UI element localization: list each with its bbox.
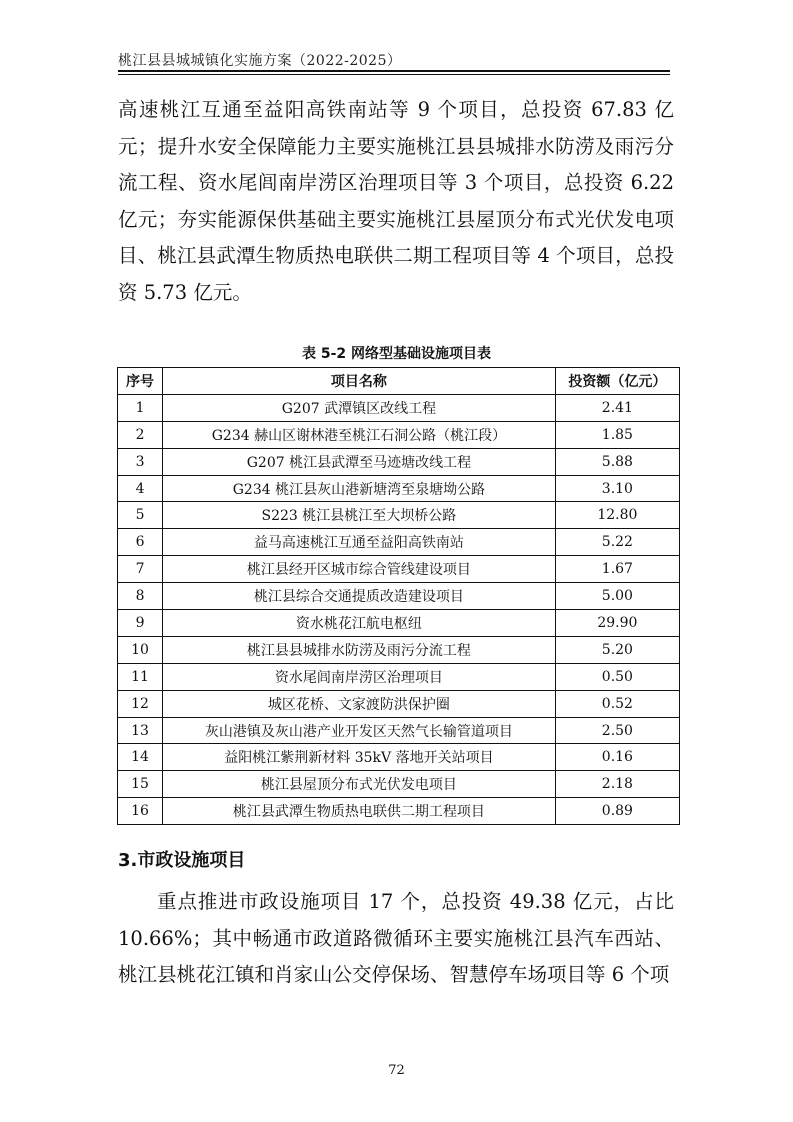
project-name-cell: S223 桃江县桃江至大坝桥公路 [163, 502, 556, 529]
table-row [118, 421, 680, 448]
table-row [118, 771, 680, 798]
investment-cell: 3.10 [555, 475, 679, 502]
project-name-cell: G234 桃江县灰山港新塘湾至泉塘坳公路 [163, 475, 556, 502]
investment-cell: 5.00 [555, 583, 679, 610]
row-index-cell: 11 [118, 663, 163, 690]
investment-cell: 5.20 [555, 636, 679, 663]
table-body [118, 394, 680, 824]
project-name-cell: 资水尾闾南岸涝区治理项目 [163, 663, 556, 690]
header-cell-investment: 投资额（亿元） [555, 368, 679, 395]
table-header-row [118, 368, 680, 395]
project-name-cell: 益阳桃江紫荆新材料 35kV 落地开关站项目 [163, 744, 556, 771]
project-name-cell: G207 武潭镇区改线工程 [163, 394, 556, 421]
table-row [118, 475, 680, 502]
table-caption: 表 5-2 网络型基础设施项目表 [301, 346, 492, 362]
table-row [118, 556, 680, 583]
investment-cell: 0.52 [555, 690, 679, 717]
investment-cell: 29.90 [555, 610, 679, 637]
header-rule [118, 70, 670, 72]
project-name-cell: 资水桃花江航电枢纽 [163, 610, 556, 637]
table-row [118, 529, 680, 556]
table-row [118, 663, 680, 690]
row-index-cell: 12 [118, 690, 163, 717]
investment-cell: 0.89 [555, 798, 679, 825]
row-index-cell: 6 [118, 529, 163, 556]
table-row [118, 744, 680, 771]
row-index-cell: 13 [118, 717, 163, 744]
investment-cell: 0.50 [555, 663, 679, 690]
project-name-cell: G207 桃江县武潭至马迹塘改线工程 [163, 448, 556, 475]
investment-cell: 5.22 [555, 529, 679, 556]
investment-cell: 2.50 [555, 717, 679, 744]
table-row [118, 448, 680, 475]
project-name-cell: 桃江县综合交通提质改造建设项目 [163, 583, 556, 610]
project-name-cell: 桃江县屋顶分布式光伏发电项目 [163, 771, 556, 798]
page-number: 72 [388, 1063, 405, 1078]
running-header: 桃江县县城城镇化实施方案（2022-2025） [118, 53, 402, 69]
section-paragraph: 重点推进市政设施项目 17 个，总投资 49.38 亿元，占比 10.66%；其中畅通市政道路微循环主要实施桃江县汽车西站、桃江县桃花江镇和肖家山公交停保场、智慧停车场项目等 6 个项 [118, 890, 674, 986]
row-index-cell: 1 [118, 394, 163, 421]
row-index-cell: 9 [118, 610, 163, 637]
investment-cell: 1.67 [555, 556, 679, 583]
investment-cell: 1.85 [555, 421, 679, 448]
row-index-cell: 10 [118, 636, 163, 663]
project-name-cell: G234 赫山区谢林港至桃江石洞公路（桃江段） [163, 421, 556, 448]
table-row [118, 690, 680, 717]
row-index-cell: 14 [118, 744, 163, 771]
investment-cell: 5.88 [555, 448, 679, 475]
row-index-cell: 5 [118, 502, 163, 529]
project-name-cell: 益马高速桃江互通至益阳高铁南站 [163, 529, 556, 556]
row-index-cell: 16 [118, 798, 163, 825]
project-name-cell: 桃江县武潭生物质热电联供二期工程项目 [163, 798, 556, 825]
investment-cell: 2.18 [555, 771, 679, 798]
table-row [118, 583, 680, 610]
row-index-cell: 8 [118, 583, 163, 610]
table-row [118, 798, 680, 825]
section-heading: 3.市政设施项目 [118, 850, 246, 871]
table-row [118, 610, 680, 637]
header-rule-thin [118, 74, 670, 75]
project-name-cell: 城区花桥、文家渡防洪保护圈 [163, 690, 556, 717]
project-name-cell: 灰山港镇及灰山港产业开发区天然气长输管道项目 [163, 717, 556, 744]
project-table [117, 367, 680, 825]
investment-cell: 0.16 [555, 744, 679, 771]
project-name-cell: 桃江县经开区城市综合管线建设项目 [163, 556, 556, 583]
row-index-cell: 15 [118, 771, 163, 798]
table-row [118, 502, 680, 529]
table-row [118, 394, 680, 421]
row-index-cell: 2 [118, 421, 163, 448]
investment-cell: 12.80 [555, 502, 679, 529]
table-row [118, 636, 680, 663]
body-paragraph: 高速桃江互通至益阳高铁南站等 9 个项目，总投资 67.83 亿元；提升水安全保障能力主要实施桃江县县城排水防涝及雨污分流工程、资水尾闾南岸涝区治理项目等 3 个项目，总投资 6.22 亿元；夯实能源保供基础主要实施桃江县屋顶分布式光伏发电项目、桃江县武潭生物质热电联供二期工程项目等 4 个项目，总投资 5.73 亿元。 [118, 98, 674, 304]
row-index-cell: 4 [118, 475, 163, 502]
row-index-cell: 7 [118, 556, 163, 583]
header-cell-index: 序号 [118, 368, 163, 395]
investment-cell: 2.41 [555, 394, 679, 421]
project-name-cell: 桃江县县城排水防涝及雨污分流工程 [163, 636, 556, 663]
table-row [118, 717, 680, 744]
row-index-cell: 3 [118, 448, 163, 475]
header-cell-name: 项目名称 [163, 368, 556, 395]
